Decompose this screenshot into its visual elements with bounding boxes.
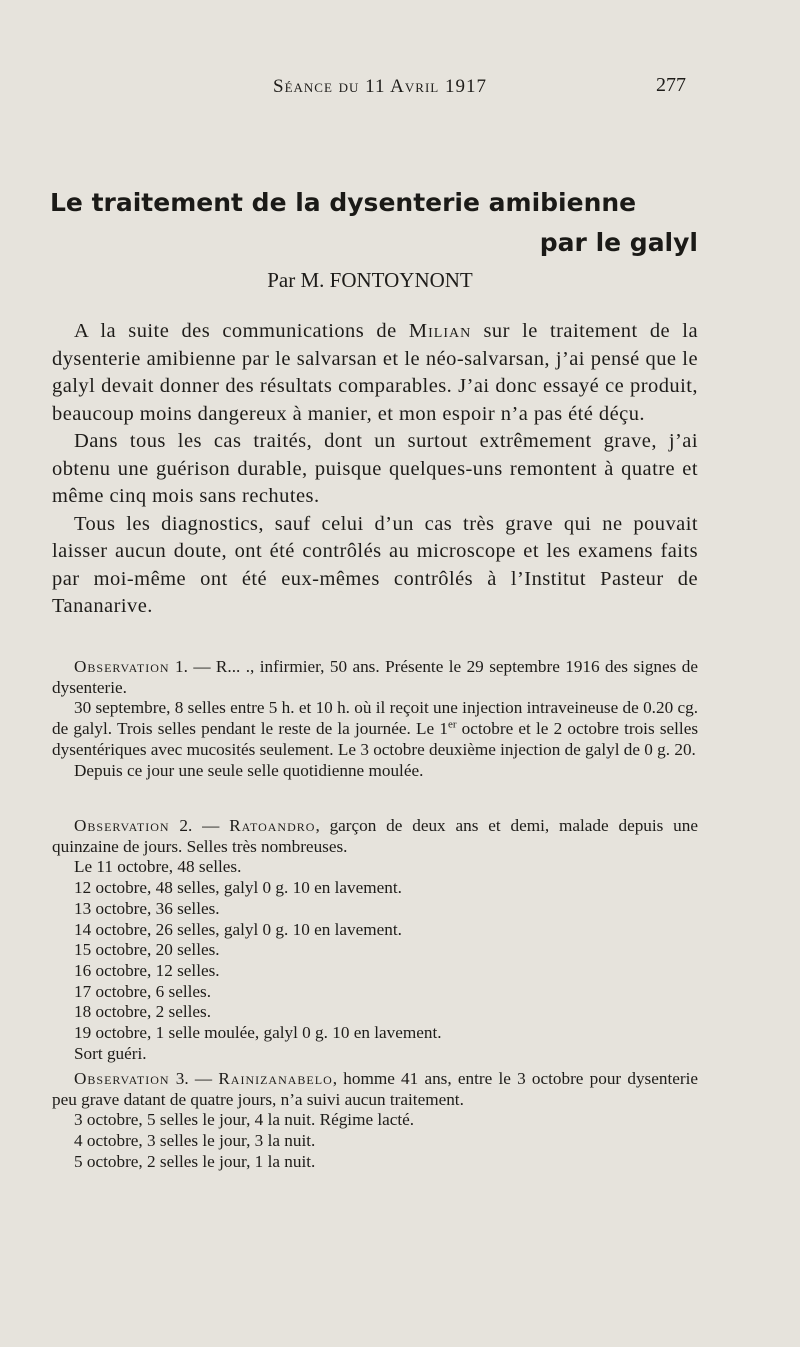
log-entry: 14 octobre, 26 selles, galyl 0 g. 10 en lavement. bbox=[74, 919, 402, 939]
paragraph-1-text-b: sur le traitement de la dysenterie amibienne par le salvarsan et le néo-salvarsan, j’ai pensé que le galyl devait donner des résultats comparables. J’ai donc essayé ce produit, beaucoup moins dangereux à manier, et mon espoir n’a pas été déçu. bbox=[52, 320, 698, 425]
byline: Par M. FONTOYNONT bbox=[267, 268, 473, 292]
observation-2-lead-text: , garçon de deux ans et demi, malade depuis une quinzaine de jours. Selles très nombreuses. bbox=[52, 816, 699, 856]
observation-1-detail bbox=[52, 698, 698, 760]
log-entry: 3 octobre, 5 selles le jour, 4 la nuit. Régime lacté. bbox=[74, 1110, 415, 1130]
observation-1-detail-a: 30 septembre, 8 selles entre 5 h. et 10 h. où il reçoit une injection intraveineuse de 0.20 cg. de galyl. Trois selles pendant le reste de la journée. Le 1 bbox=[52, 698, 698, 739]
title-line-1: Le traitement de la dysenterie amibienne bbox=[50, 188, 637, 217]
observation-3-lead-text: , homme 41 ans, entre le 3 octobre pour dysenterie peu grave datant de quatre jours, n’a suivi aucun traitement. bbox=[52, 1069, 698, 1109]
observation-1 bbox=[52, 657, 698, 781]
running-title: Séance du 11 Avril 1917 bbox=[273, 76, 487, 97]
patient-name: Ratoandro bbox=[229, 816, 316, 835]
log-entry: 18 octobre, 2 selles. bbox=[74, 1002, 211, 1022]
observation-2-lead bbox=[52, 816, 698, 857]
observation-label: Observation bbox=[74, 1069, 170, 1088]
observation-3 bbox=[52, 1069, 698, 1173]
log-entry: 16 octobre, 12 selles. bbox=[74, 960, 220, 980]
log-entry: 5 octobre, 2 selles le jour, 1 la nuit. bbox=[74, 1151, 316, 1171]
body-text bbox=[52, 318, 698, 621]
title-line-2: par le galyl bbox=[539, 228, 698, 257]
patient-name: Rainizanabelo bbox=[218, 1069, 333, 1088]
log-entry: 15 octobre, 20 selles. bbox=[74, 940, 220, 960]
article-title bbox=[50, 183, 700, 263]
observation-3-lead bbox=[52, 1069, 698, 1110]
log-entry: 17 octobre, 6 selles. bbox=[74, 981, 211, 1001]
observation-1-lead-text: 1. — R... ., infirmier, 50 ans. Présente le 29 septembre 1916 des signes de dysenterie. bbox=[52, 657, 698, 697]
log-entry: Le 11 octobre, 48 selles. bbox=[74, 857, 242, 877]
observation-1-detail-b: octobre et le 2 octobre trois selles dysentériques avec mucosités seulement. Le 3 octobre deuxième injection de galyl de 0 g. 20. bbox=[52, 719, 699, 759]
observation-1-lead bbox=[52, 657, 698, 698]
observation-2-number: 2. — bbox=[169, 816, 230, 835]
observation-label: Observation bbox=[74, 816, 170, 835]
log-entry: Sort guéri. bbox=[74, 1043, 147, 1063]
paragraph-1 bbox=[52, 318, 698, 428]
paragraph-3: Tous les diagnostics, sauf celui d’un cas très grave qui ne pouvait laisser aucun doute, ont été contrôlés au microscope et les examens faits par moi-même ont été eux-mêmes contrôlés à l’Institut Pasteur de Tananarive. bbox=[52, 512, 698, 617]
paragraph-1-text-a: A la suite des communications de bbox=[74, 320, 409, 342]
observation-2 bbox=[52, 816, 698, 1064]
paragraph-2: Dans tous les cas traités, dont un surtout extrêmement grave, j’ai obtenu une guérison durable, puisque quelques-uns remontent à quatre et même cinq mois sans rechutes. bbox=[52, 430, 698, 507]
author-name: Milian bbox=[408, 320, 472, 342]
observation-3-number: 3. — bbox=[169, 1069, 219, 1088]
log-entry: 19 octobre, 1 selle moulée, galyl 0 g. 10 en lavement. bbox=[74, 1023, 442, 1043]
observation-label: Observation bbox=[74, 657, 170, 676]
superscript: er bbox=[447, 718, 457, 731]
page-number: 277 bbox=[656, 74, 686, 96]
log-entry: 13 octobre, 36 selles. bbox=[74, 898, 220, 918]
observation-1-outcome: Depuis ce jour une seule selle quotidienne moulée. bbox=[74, 760, 424, 780]
log-entry: 12 octobre, 48 selles, galyl 0 g. 10 en lavement. bbox=[74, 878, 402, 898]
running-head bbox=[0, 76, 800, 106]
log-entry: 4 octobre, 3 selles le jour, 3 la nuit. bbox=[74, 1131, 316, 1151]
